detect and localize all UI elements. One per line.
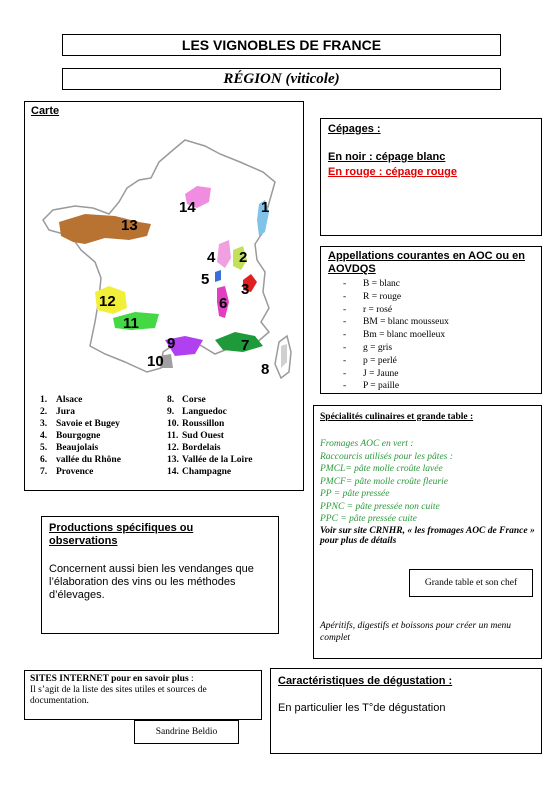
degustation-text: En particulier les T°de dégustation [278, 702, 446, 714]
cepages-title: Cépages : [328, 123, 381, 135]
list-item: - P = paille [343, 381, 400, 392]
region-subtitle: RÉGION (viticole) [62, 68, 501, 90]
sites-panel [24, 670, 262, 720]
map-legend-left [40, 394, 121, 478]
legend-item: 9. Languedoc [167, 407, 227, 417]
appellations-title: Appellations courantes en AOC ou en AOVDQS [328, 250, 526, 275]
legend-item: 2. Jura [40, 407, 75, 417]
cepage-rouge-note: En rouge : cépage rouge [328, 166, 457, 178]
map-number-1: 1 [261, 199, 270, 216]
map-number-5: 5 [201, 271, 210, 288]
legend-item: 1. Alsace [40, 395, 83, 405]
legend-item: 6. vallée du Rhône [40, 455, 121, 465]
aperitifs-note: Apéritifs, digestifs et boissons pour créer un menu complet [320, 621, 512, 643]
list-item: - BM = blanc mousseux [343, 317, 449, 328]
list-item: - p = perlé [343, 355, 397, 366]
degustation-title: Caractéristiques de dégustation : [278, 675, 453, 687]
list-item: - g = gris [343, 342, 393, 353]
fromages-list: Fromages AOC en vert : Raccourcis utilisés pour les pâtes : PMCL= pâte molle croûte lavée PMCF= pâte molle croûte fleurie PP = pâte pressée PPNC = pâte pressée non cuite PPC = pâte pressée cuite Voir sur site CRNHR, « les fromages AOC de France » pour plus de détails [320, 438, 538, 546]
map-number-2: 2 [239, 249, 248, 266]
list-item: - B = blanc [343, 279, 401, 289]
author-signature: Sandrine Beldio [134, 720, 239, 744]
map-number-13: 13 [121, 217, 138, 234]
map-number-4: 4 [207, 249, 216, 266]
map-number-8: 8 [261, 361, 270, 378]
map-number-12: 12 [99, 293, 116, 310]
map-number-9: 9 [167, 335, 176, 352]
map-number-7: 7 [241, 337, 250, 354]
legend-item: 13. Vallée de la Loire [167, 455, 253, 465]
list-item: - J = Jaune [343, 368, 399, 379]
productions-panel [41, 516, 279, 634]
productions-text: Concernent aussi bien les vendanges que l’élaboration des vins ou les méthodes d’élevages. [49, 563, 254, 601]
specialites-title: Spécialités culinaires et grande table : [320, 412, 474, 422]
sites-text: SITES INTERNET pour en savoir plus : Il s’agit de la liste des sites utiles et sources de documentation. [30, 674, 207, 706]
list-item: - r = rosé [343, 304, 393, 315]
map-number-10: 10 [147, 353, 164, 370]
map-legend-right [167, 394, 252, 478]
page-title: LES VIGNOBLES DE FRANCE [62, 34, 501, 56]
productions-title: Productions spécifiques ou observations [49, 522, 194, 547]
crnhr-note: Voir sur site CRNHR, « les fromages AOC de France » pour plus de détails [320, 525, 535, 546]
legend-item: 10. Roussillon [167, 419, 225, 429]
degustation-panel [270, 668, 542, 754]
legend-item: 7. Provence [40, 467, 94, 477]
map-label: Carte [31, 105, 60, 117]
france-wine-map [35, 132, 297, 392]
legend-item: 14. Champagne [167, 467, 232, 477]
map-number-14: 14 [179, 199, 196, 216]
appellations-list [343, 278, 449, 393]
map-number-3: 3 [241, 281, 250, 298]
legend-item: 4. Bourgogne [40, 431, 101, 441]
region-beaujolais [215, 270, 221, 282]
specialites-panel [313, 405, 542, 659]
list-item: - Bm = blanc moelleux [343, 330, 446, 341]
list-item: - R = rouge [343, 291, 402, 302]
legend-item: 3. Savoie et Bugey [40, 419, 120, 429]
map-number-6: 6 [219, 295, 228, 312]
legend-item: 8. Corse [167, 395, 206, 405]
map-panel [24, 101, 304, 491]
cepage-blanc-note: En noir : cépage blanc [328, 151, 446, 163]
cepages-panel [320, 118, 542, 236]
legend-item: 5. Beaujolais [40, 443, 99, 453]
legend-item: 12. Bordelais [167, 443, 221, 453]
appellations-panel [320, 246, 542, 394]
legend-item: 11. Sud Ouest [167, 431, 224, 441]
map-number-11: 11 [123, 315, 139, 332]
grande-table-box: Grande table et son chef [409, 569, 533, 597]
